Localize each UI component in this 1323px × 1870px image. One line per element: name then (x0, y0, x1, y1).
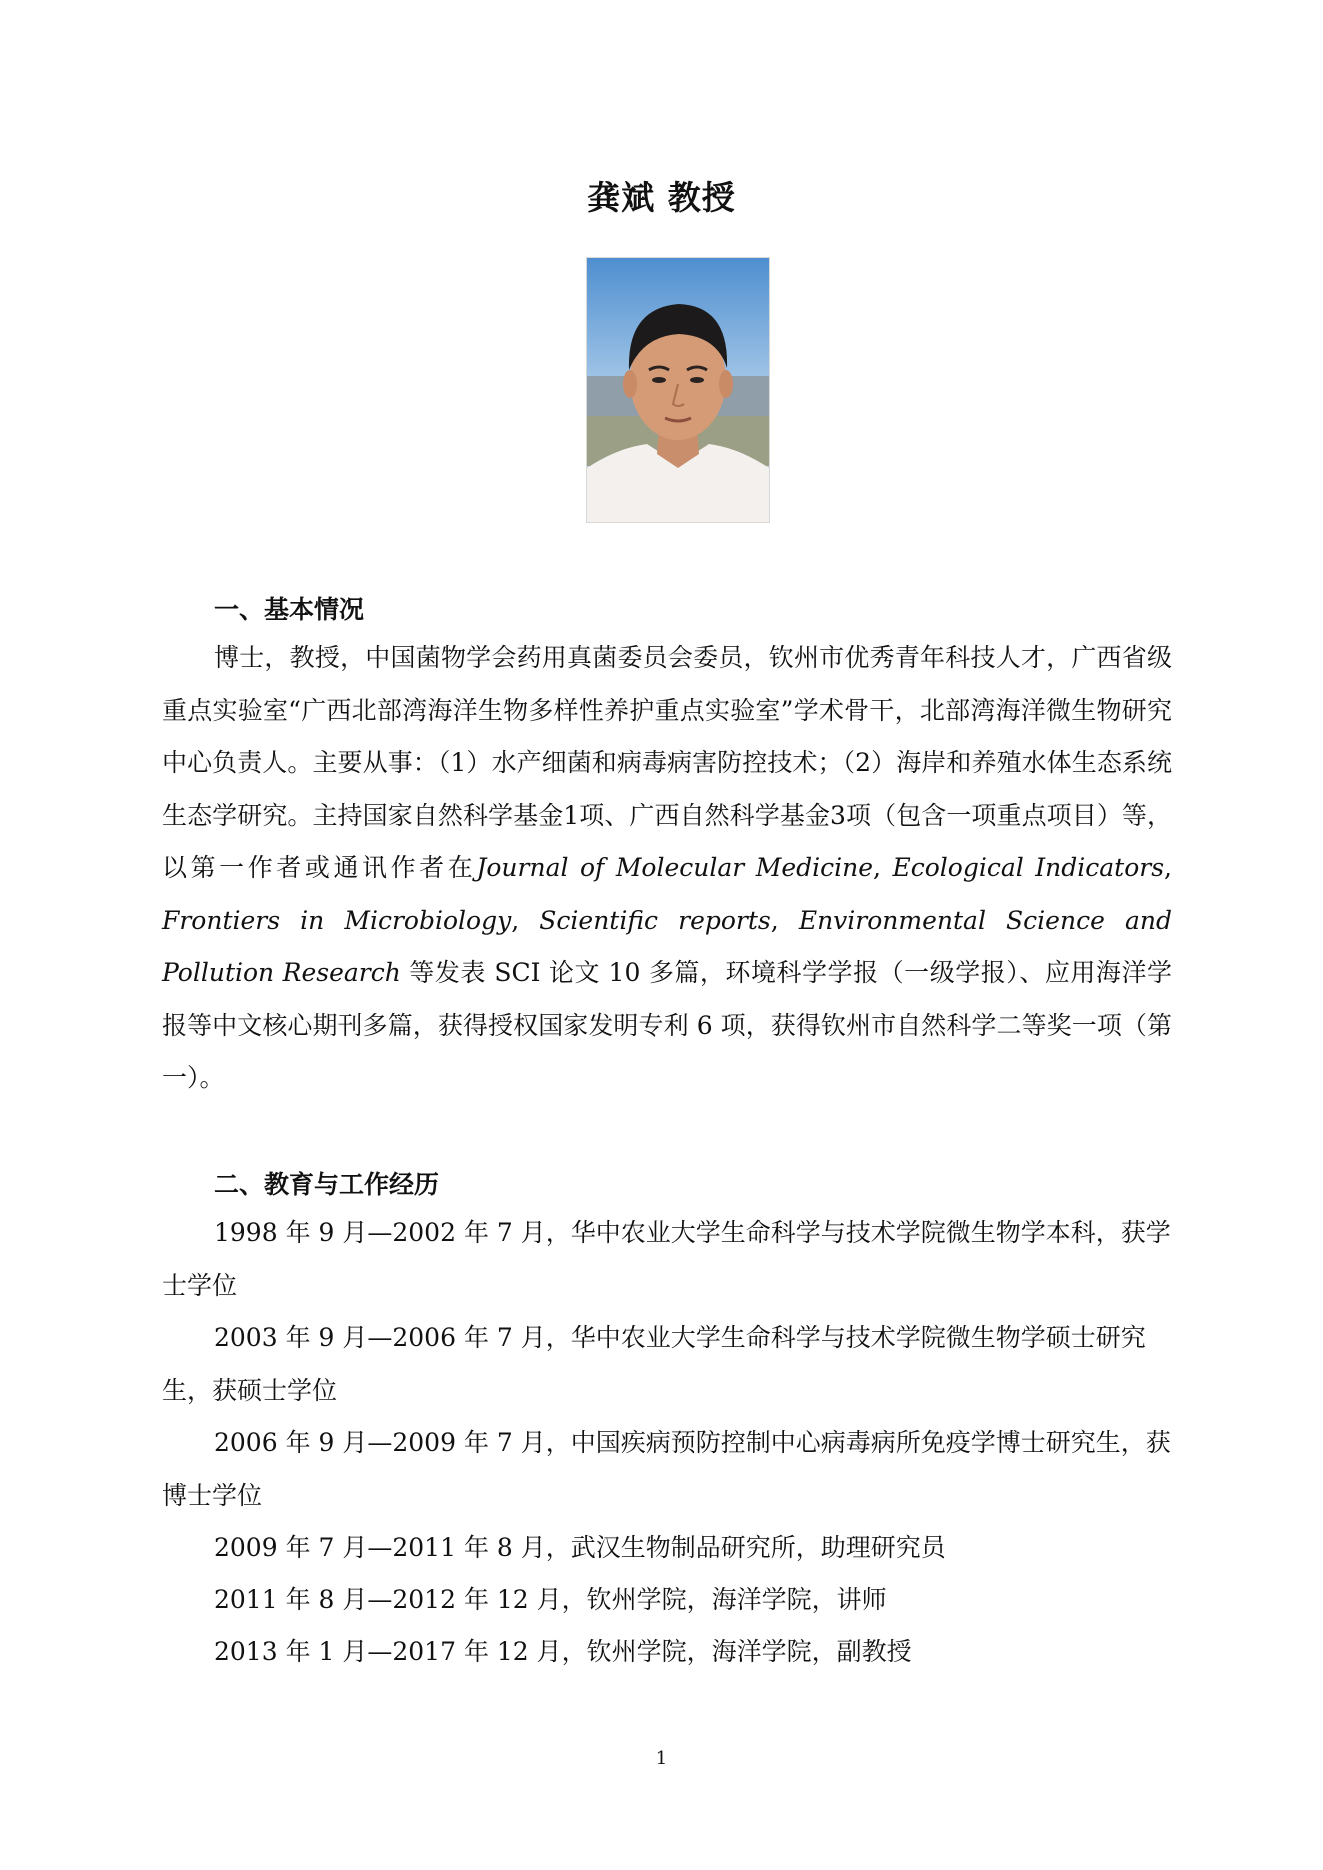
journal-name: Environmental Science and Pollution Research (162, 905, 1172, 987)
experience-entry: 2006 年 9 月—2009 年 7 月，中国疾病预防控制中心病毒病所免疫学博士研究生，获博士学位 (162, 1428, 1171, 1510)
journal-separator: , (770, 905, 799, 935)
basic-info-paragraph (162, 632, 1172, 1105)
basic-info-text-2: 等发表 SCI 论文 10 多篇，环境科学学报（一级学报）、应用海洋学报等中文核心期刊多篇，获得授权国家发明专利 6 项，获得钦州市自然科学二等奖一项（第一）。 (162, 958, 1172, 1092)
experience-entry: 2013 年 1 月—2017 年 12 月，钦州学院，海洋学院，副教授 (214, 1637, 912, 1666)
journal-name: Journal of Molecular Medicine (476, 853, 874, 882)
journal-name: Frontiers in Microbiology (162, 905, 512, 935)
experience-entry: 2011 年 8 月—2012 年 12 月，钦州学院，海洋学院，讲师 (214, 1585, 887, 1614)
journal-separator: , (1164, 853, 1172, 882)
page-number: 1 (655, 1748, 668, 1769)
journal-separator: , (873, 853, 893, 882)
portrait-photo (586, 257, 770, 523)
experience-entry: 1998 年 9 月—2002 年 7 月，华中农业大学生命科学与技术学院微生物学本科，获学士学位 (162, 1218, 1171, 1300)
section-heading-basic-info: 一、基本情况 (214, 595, 365, 624)
page-title: 龚斌 教授 (587, 178, 736, 217)
section-heading-education-work: 二、教育与工作经历 (214, 1170, 440, 1199)
experience-entry: 2003 年 9 月—2006 年 7 月，华中农业大学生命科学与技术学院微生物学硕士研究生，获硕士学位 (162, 1323, 1146, 1405)
journal-name: Ecological Indicators (892, 853, 1165, 882)
basic-info-text-1: 博士，教授，中国菌物学会药用真菌委员会委员，钦州市优秀青年科技人才，广西省级重点实验室“广西北部湾海洋生物多样性养护重点实验室”学术骨干，北部湾海洋微生物研究中心负责人。主要从事：（1）水产细菌和病毒病害防控技术；（2）海岸和养殖水体生态系统生态学研究。主持国家自然科学基金1项、广西自然科学基金3项（包含一项重点项目）等，以第一作者或通讯作者在 (162, 643, 1172, 882)
experience-entry: 2009 年 7 月—2011 年 8 月，武汉生物制品研究所，助理研究员 (214, 1533, 946, 1562)
journal-name: Scientific reports (539, 905, 771, 935)
journal-separator: , (511, 905, 540, 935)
